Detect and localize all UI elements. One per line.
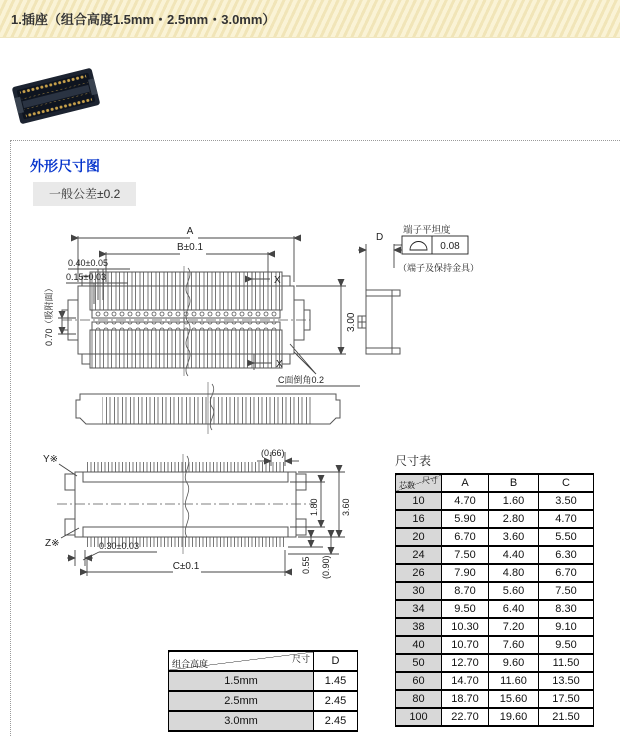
front-view-drawing	[68, 380, 350, 438]
a-cell: 8.70	[442, 582, 489, 600]
a-cell: 5.90	[442, 510, 489, 528]
a-cell: 4.70	[442, 492, 489, 510]
a-cell: 14.70	[442, 672, 489, 690]
c-cell: 4.70	[539, 510, 594, 528]
corner-label-size: 尺寸	[291, 654, 310, 664]
product-photo	[6, 54, 106, 136]
flatness-title: 端子平坦度	[403, 225, 451, 236]
b-cell: 15.60	[489, 690, 539, 708]
size-table-corner-cell	[396, 474, 442, 492]
table-row	[169, 671, 358, 691]
height-table	[168, 650, 358, 732]
a-cell: 7.50	[442, 546, 489, 564]
a-cell: 22.70	[442, 708, 489, 726]
b-cell: 7.60	[489, 636, 539, 654]
size-table-section	[395, 452, 594, 727]
dim-depth-label: 3.00	[346, 312, 357, 332]
pins-cell: 20	[396, 528, 442, 546]
pins-cell: 100	[396, 708, 442, 726]
size-table-header-row	[396, 474, 594, 492]
height-cell: 2.5mm	[169, 691, 314, 711]
b-cell: 1.60	[489, 492, 539, 510]
table-row	[169, 711, 358, 731]
table-row	[396, 654, 594, 672]
height-table-header-row	[169, 651, 358, 671]
ref-y-label: Y※	[43, 454, 59, 465]
dim-c-label: C±0.1	[172, 561, 200, 572]
c-cell: 3.50	[539, 492, 594, 510]
dim-end-pitch-label: (0.66)	[261, 448, 285, 458]
size-table-title: 尺寸表	[395, 454, 432, 468]
dim-inner-label: 1.80	[309, 498, 319, 516]
bottom-view-body	[57, 454, 315, 554]
size-table	[395, 473, 594, 727]
flatness-scope: （端子及保持金具）	[398, 263, 480, 273]
pins-cell: 34	[396, 600, 442, 618]
table-row	[396, 636, 594, 654]
c-cell: 6.70	[539, 564, 594, 582]
b-cell: 4.40	[489, 546, 539, 564]
section-x-top-label: X	[274, 275, 281, 286]
chamfer-note-label: C面倒角0.2	[278, 375, 325, 385]
pins-cell: 16	[396, 510, 442, 528]
c-cell: 8.30	[539, 600, 594, 618]
dim-b-label: B±0.1	[176, 242, 204, 253]
col-header-b: B	[489, 474, 539, 492]
a-cell: 10.30	[442, 618, 489, 636]
c-cell: 6.30	[539, 546, 594, 564]
col-header-d: D	[314, 651, 358, 671]
table-row	[169, 691, 358, 711]
table-row	[396, 546, 594, 564]
pins-cell: 26	[396, 564, 442, 582]
c-cell: 9.10	[539, 618, 594, 636]
b-cell: 7.20	[489, 618, 539, 636]
a-cell: 12.70	[442, 654, 489, 672]
section-header-title: 1.插座（组合高度1.5mm・2.5mm・3.0mm）	[11, 12, 276, 27]
side-view-labels	[376, 224, 479, 273]
col-header-a: A	[442, 474, 489, 492]
dim-tab-label: 0.30±0.03	[99, 541, 139, 551]
pins-cell: 60	[396, 672, 442, 690]
b-cell: 11.60	[489, 672, 539, 690]
pins-cell: 38	[396, 618, 442, 636]
table-row	[396, 582, 594, 600]
dim-a-label: A	[186, 226, 194, 237]
pins-cell: 40	[396, 636, 442, 654]
table-row	[396, 528, 594, 546]
c-cell: 5.50	[539, 528, 594, 546]
dim-lead-ref-label: (0.90)	[321, 555, 331, 579]
dim-outer-label: 3.60	[341, 498, 351, 516]
pins-cell: 30	[396, 582, 442, 600]
dim-suction-label: 0.70（吸附面）	[44, 283, 54, 346]
table-row	[396, 600, 594, 618]
dim-d-label: D	[376, 232, 384, 243]
c-cell: 13.50	[539, 672, 594, 690]
b-cell: 9.60	[489, 654, 539, 672]
pins-cell: 10	[396, 492, 442, 510]
a-cell: 7.90	[442, 564, 489, 582]
table-row	[396, 690, 594, 708]
corner-label-height: 组合高度	[172, 659, 209, 669]
pins-cell: 24	[396, 546, 442, 564]
table-row	[396, 618, 594, 636]
section-x-bottom-label: X	[276, 359, 283, 370]
corner-label-size: 尺寸	[422, 476, 438, 485]
a-cell: 10.70	[442, 636, 489, 654]
a-cell: 6.70	[442, 528, 489, 546]
height-table-corner-cell	[169, 651, 314, 671]
height-cell: 1.5mm	[169, 671, 314, 691]
height-cell: 3.0mm	[169, 711, 314, 731]
d-cell: 1.45	[314, 671, 358, 691]
table-row	[396, 708, 594, 726]
c-cell: 17.50	[539, 690, 594, 708]
connector-body	[12, 68, 101, 125]
height-table-section	[168, 650, 358, 732]
side-view-drawing	[356, 224, 506, 366]
a-cell: 18.70	[442, 690, 489, 708]
b-cell: 19.60	[489, 708, 539, 726]
general-tolerance-note: 一般公差±0.2	[33, 182, 136, 206]
table-row	[396, 492, 594, 510]
corner-label-pins: 芯数	[399, 481, 415, 490]
b-cell: 2.80	[489, 510, 539, 528]
c-cell: 7.50	[539, 582, 594, 600]
drawing-section-title: 外形尺寸图	[30, 158, 100, 174]
section-header-bar	[0, 0, 620, 38]
a-cell: 9.50	[442, 600, 489, 618]
b-cell: 3.60	[489, 528, 539, 546]
dim-pin-offset-label: 0.15±0.03	[66, 272, 106, 282]
bottom-view-drawing	[33, 446, 375, 636]
table-row	[396, 510, 594, 528]
table-row	[396, 564, 594, 582]
col-header-c: C	[539, 474, 594, 492]
b-cell: 5.60	[489, 582, 539, 600]
table-row	[396, 672, 594, 690]
c-cell: 21.50	[539, 708, 594, 726]
flatness-value: 0.08	[440, 241, 460, 252]
d-cell: 2.45	[314, 691, 358, 711]
top-view-drawing	[38, 222, 370, 394]
side-view-body	[358, 290, 400, 354]
pins-cell: 50	[396, 654, 442, 672]
dim-lead-label: 0.55	[301, 556, 311, 574]
front-view-body	[76, 382, 340, 434]
b-cell: 4.80	[489, 564, 539, 582]
d-cell: 2.45	[314, 711, 358, 731]
top-view-body	[62, 266, 310, 376]
c-cell: 11.50	[539, 654, 594, 672]
c-cell: 9.50	[539, 636, 594, 654]
pins-cell: 80	[396, 690, 442, 708]
b-cell: 6.40	[489, 600, 539, 618]
ref-z-label: Z※	[45, 538, 60, 549]
dim-pin-width-label: 0.40±0.05	[68, 258, 108, 268]
